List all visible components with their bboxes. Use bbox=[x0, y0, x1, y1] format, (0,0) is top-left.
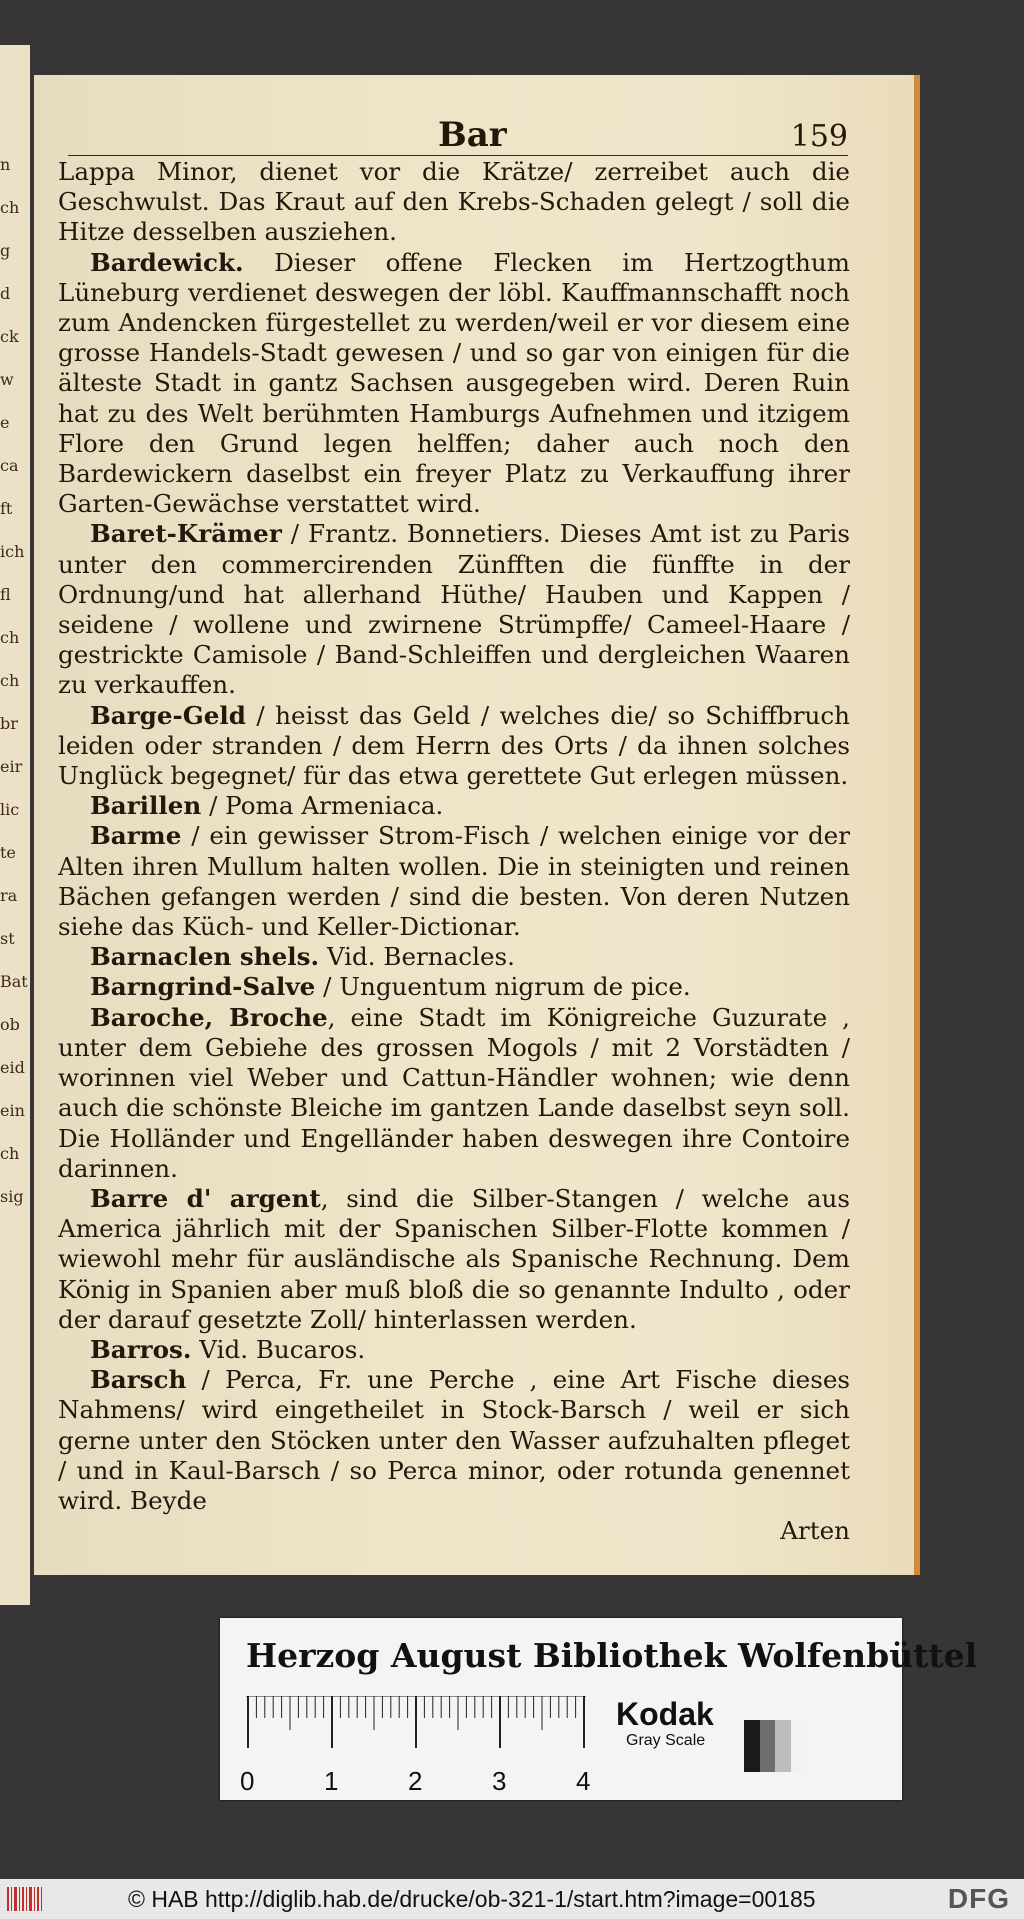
entry-body: Vid. Bucaros. bbox=[191, 1334, 366, 1364]
calibration-card bbox=[220, 1618, 978, 1800]
ruler-ticks bbox=[246, 1696, 586, 1766]
catchword: Arten bbox=[780, 1516, 850, 1546]
left-page-fragment: lic bbox=[0, 800, 20, 819]
entry-body: / heisst das Geld / welches die/ so Schiffbruch leiden oder stranden / dem Herrn des Orts / da ihnen solches Unglück begegnet/ für das etwa gerettete Gut erlegen müssen. bbox=[58, 700, 850, 791]
entry-paragraph bbox=[58, 519, 850, 700]
entry-paragraph bbox=[58, 248, 850, 520]
left-page-edge bbox=[0, 45, 30, 1605]
left-page-fragment: fl bbox=[0, 585, 11, 604]
library-name: Herzog August Bibliothek Wolfenbüttel bbox=[246, 1636, 978, 1675]
entry-lemma: Baret-Krämer bbox=[90, 519, 282, 549]
page-text bbox=[58, 157, 850, 1546]
gray-scale-label: Gray Scale bbox=[626, 1732, 706, 1749]
entry-paragraph bbox=[58, 701, 850, 792]
book-page bbox=[34, 75, 920, 1575]
entry-lemma: Barre d' argent bbox=[90, 1183, 321, 1213]
entry-lemma: Barnaclen shels. bbox=[90, 942, 320, 972]
left-page-fragment: eir bbox=[0, 757, 23, 776]
ruler-number: 4 bbox=[576, 1766, 591, 1796]
viewer-footer bbox=[0, 1879, 1024, 1919]
left-page-fragment: ich bbox=[0, 542, 25, 561]
entry-body: Dieser offene Flecken im Hertzogthum Lüneburg verdienet deswegen der löbl. Kauffmannschafft noch zum Andencken fürgestellet zu werden/weil er vor diesem eine grosse Handels-Stadt gewesen / und so gar von einigen für die älteste Stadt in gantz Sachsen ausgegeben wird. Deren Ruin hat zu des Welt berühmten Hamburgs Aufnehmen und itzigem Flore den Grund legen helffen; daher auch noch den Bardewickern daselbst ein freyer Platz zu Verkauffung ihrer Garten-Gewächse verstattet wird. bbox=[58, 247, 850, 519]
entry-body: / Frantz. Bonnetiers. Dieses Amt ist zu Paris unter den commercirenden Zünfften die fünffte in der Ordnung/und hat allerhand Hüthe/ Hauben und Kappen / seidene / wollene und zwirnene Strümpffe/ Cameel-Haare / gestrickte Camisole / Band-Schleiffen und dergleichen Waaren zu verkauffen. bbox=[58, 519, 850, 700]
left-page-fragment: ein bbox=[0, 1101, 25, 1120]
left-page-fragment: g bbox=[0, 241, 11, 260]
left-page-fragment: Bat bbox=[0, 972, 28, 991]
left-page-fragment: sig bbox=[0, 1187, 24, 1206]
entry-lemma: Barme bbox=[90, 821, 182, 851]
left-page-fragment: n bbox=[0, 155, 11, 174]
entry-body: / Unguentum nigrum de pice. bbox=[315, 972, 691, 1002]
entry-paragraph bbox=[58, 1003, 850, 1184]
left-page-fragment: ob bbox=[0, 1015, 20, 1034]
entry-paragraph bbox=[58, 791, 850, 821]
left-page-fragment: w bbox=[0, 370, 14, 389]
entry-paragraph bbox=[58, 942, 850, 972]
entry-paragraph bbox=[58, 1184, 850, 1335]
left-page-fragment: ck bbox=[0, 327, 19, 346]
left-page-fragment: ch bbox=[0, 671, 20, 690]
dfg-logo: DFG bbox=[947, 1883, 1010, 1914]
left-page-fragment: br bbox=[0, 714, 18, 733]
entry-body: / ein gewisser Strom-Fisch / welchen einige vor der Alten ihren Mullum halten wollen. Die in steinigten und reinen Bächen gefangen werden / sind die besten. Von deren Nutzen siehe das Küch- und Keller-Dictionar. bbox=[58, 821, 850, 942]
running-title: Bar bbox=[438, 115, 507, 155]
left-page-fragment: ca bbox=[0, 456, 19, 475]
entry-lemma: Barngrind-Salve bbox=[90, 972, 316, 1002]
entry-paragraph bbox=[58, 1365, 850, 1516]
left-page-fragment: ch bbox=[0, 1144, 20, 1163]
ruler-number: 0 bbox=[240, 1766, 255, 1796]
entry-lemma: Barillen bbox=[90, 791, 202, 821]
entry-paragraph bbox=[58, 821, 850, 942]
entry-body: Vid. Bernacles. bbox=[319, 942, 515, 972]
entry-body: , eine Stadt im Königreiche Guzurate , unter dem Gebiehe des grossen Mogols / mit 2 Vorstädten / worinnen viel Weber und Cattun-Händler wohnen; wie denn auch die schönste Bleiche im gantzen Lande daselbst seyn soll. Die Holländer und Engelländer haben deswegen ihre Contoire darinnen. bbox=[58, 1002, 850, 1183]
entry-lemma: Baroche, Broche bbox=[90, 1002, 328, 1032]
left-page-fragment: e bbox=[0, 413, 10, 432]
entry-paragraph bbox=[58, 157, 850, 248]
entry-body: / Perca, Fr. une Perche , eine Art Fische dieses Nahmens/ wird eingetheilet in Stock-Barsch / weil er sich gerne unter den Stöcken unter den Wasser aufzuhalten pfleget / und in Kaul-Barsch / so Perca minor, oder rotunda genennet wird. Beyde bbox=[58, 1365, 850, 1515]
left-page-fragment: ch bbox=[0, 628, 20, 647]
entry-body: Lappa Minor, dienet vor die Krätze/ zerreibet auch die Geschwulst. Das Kraut auf den Krebs-Schaden gelegt / soll die Hitze desselben ausziehen. bbox=[58, 157, 850, 247]
kodak-logo: Kodak bbox=[616, 1696, 714, 1732]
page-number: 159 bbox=[790, 119, 848, 154]
left-page-fragment: te bbox=[0, 843, 16, 862]
entry-lemma: Barsch bbox=[90, 1365, 187, 1395]
left-page-fragment: ra bbox=[0, 886, 18, 905]
left-page-fragment: ch bbox=[0, 198, 20, 217]
entry-paragraph bbox=[58, 972, 850, 1002]
left-page-fragment: eid bbox=[0, 1058, 25, 1077]
ruler-number: 1 bbox=[324, 1766, 339, 1796]
scale-ruler bbox=[240, 1696, 591, 1796]
ruler-number: 3 bbox=[492, 1766, 507, 1796]
left-page-fragment: d bbox=[0, 284, 11, 303]
left-page-fragment: ft bbox=[0, 499, 13, 518]
entry-paragraph bbox=[58, 1335, 850, 1365]
entry-lemma: Barge-Geld bbox=[90, 700, 246, 730]
gray-patch bbox=[744, 1720, 806, 1772]
entry-body: , sind die Silber-Stangen / welche aus America jährlich mit der Spanischen Silber-Flotte kommen / wiewohl mehr für ausländische als Spanische Rechnung. Dem König in Spanien aber muß bloß die so genannte Indulto , oder der darauf gesetzte Zoll/ hinterlassen werden. bbox=[58, 1183, 850, 1334]
page-header bbox=[68, 115, 848, 156]
ruler-number: 2 bbox=[408, 1766, 423, 1796]
entry-body: / Poma Armeniaca. bbox=[201, 791, 444, 821]
barcode-icon bbox=[6, 1887, 46, 1911]
source-link[interactable]: © HAB http://diglib.hab.de/drucke/ob-321-1/start.htm?image=00185 bbox=[128, 1886, 816, 1912]
entry-lemma: Barros. bbox=[90, 1334, 192, 1364]
entry-lemma: Bardewick. bbox=[90, 247, 244, 277]
left-page-fragment: st bbox=[0, 929, 15, 948]
